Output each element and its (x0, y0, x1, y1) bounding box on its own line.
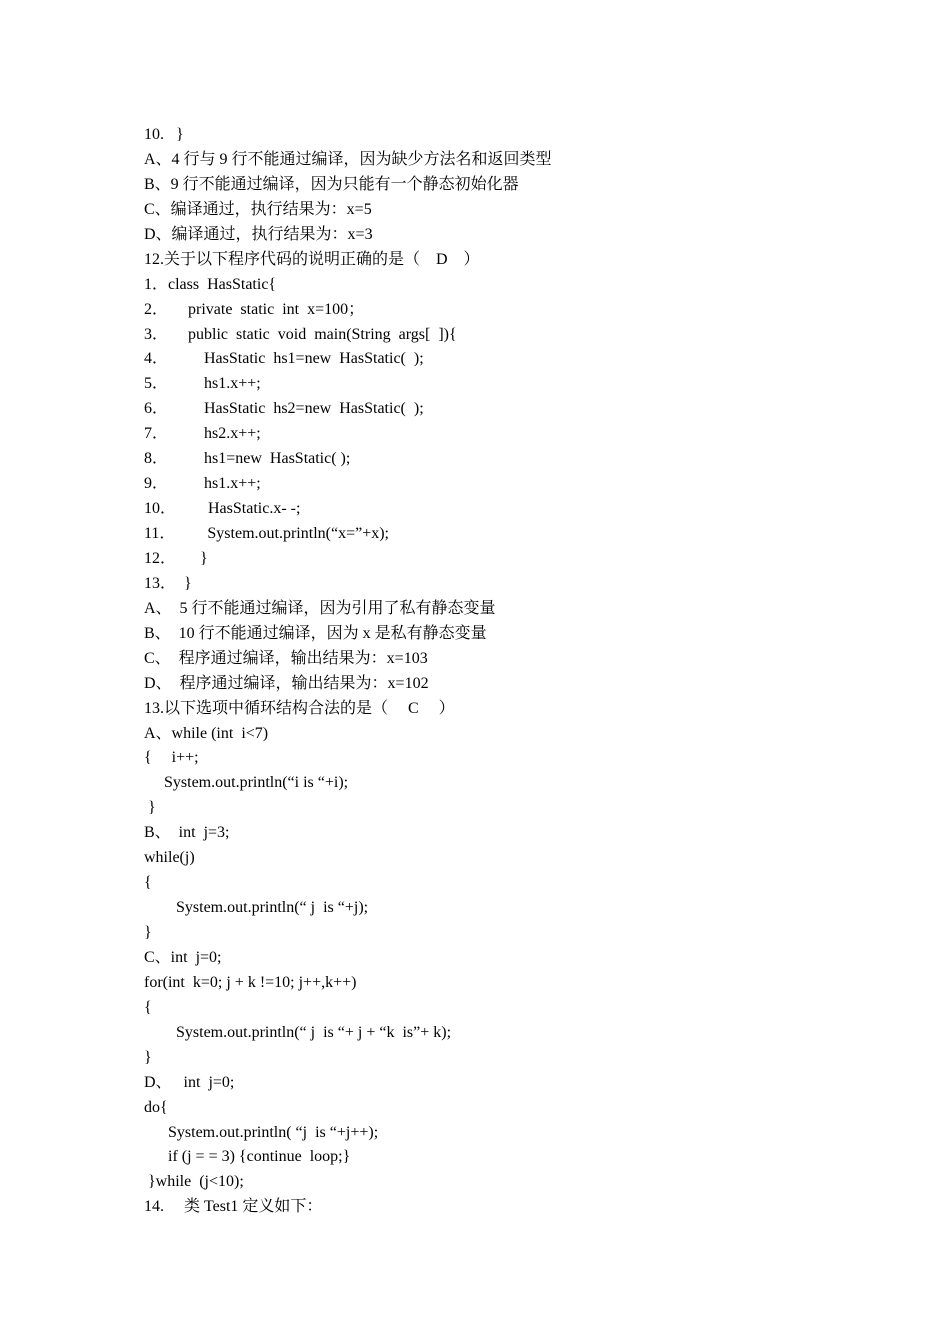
text-line: B、9 行不能通过编译，因为只能有一个静态初始化器 (144, 175, 519, 193)
question-13-title: 13.以下选项中循环结构合法的是（ C ） (144, 699, 455, 717)
code-line: } (144, 1048, 152, 1066)
question-14-title: 14. 类 Test1 定义如下： (144, 1198, 323, 1216)
code-line: System.out.println(“i is “+i); (144, 774, 349, 792)
code-line: System.out.println( “j is “+j++); (144, 1123, 379, 1141)
code-line: 13． } (144, 574, 192, 592)
code-line: System.out.println(“ j is “+j); (144, 899, 369, 917)
code-line: while(j) (144, 849, 195, 867)
code-line: D、 int j=0; (144, 1073, 235, 1091)
code-line: 5． hs1.x++; (144, 375, 261, 393)
code-line: 1．class HasStatic{ (144, 275, 277, 293)
code-line: }while (j<10); (144, 1173, 244, 1191)
code-line: if (j = = 3) {continue loop;} (144, 1148, 351, 1166)
code-line: A、while (int i<7) (144, 724, 269, 742)
document-text (144, 123, 844, 1220)
code-line: 10． HasStatic.x- -; (144, 500, 301, 518)
code-line: 12． } (144, 549, 208, 567)
code-line: 8． hs1=new HasStatic( ); (144, 450, 351, 468)
code-line: } (144, 799, 156, 817)
code-line: 6． HasStatic hs2=new HasStatic( ); (144, 400, 424, 418)
code-line: C、int j=0; (144, 948, 222, 966)
text-line: C、编译通过，执行结果为：x=5 (144, 200, 372, 218)
code-line: B、 int j=3; (144, 824, 230, 842)
code-line: System.out.println(“ j is “+ j + “k is”+ k); (144, 1023, 452, 1041)
code-line: } (144, 924, 152, 941)
answer-option: C、 程序通过编译，输出结果为：x=103 (144, 649, 428, 667)
answer-option: D、 程序通过编译，输出结果为：x=102 (144, 674, 429, 692)
code-line: 9． hs1.x++; (144, 475, 261, 493)
answer-option: A、 5 行不能通过编译，因为引用了私有静态变量 (144, 599, 496, 617)
code-line: 7． hs2.x++; (144, 425, 261, 443)
code-line: { i++; (144, 749, 199, 767)
code-line: for(int k=0; j + k !=10; j++,k++) (144, 973, 357, 991)
text-line: A、4 行与 9 行不能通过编译，因为缺少方法名和返回类型 (144, 150, 552, 168)
answer-option: B、 10 行不能通过编译，因为 x 是私有静态变量 (144, 624, 487, 642)
code-line: 2． private static int x=100； (144, 300, 365, 318)
code-line: 3． public static void main(String args[ ]){ (144, 325, 457, 343)
text-line: D、编译通过，执行结果为：x=3 (144, 225, 373, 243)
code-line: 4． HasStatic hs1=new HasStatic( ); (144, 350, 424, 368)
text-line: 10. } (144, 126, 184, 143)
code-line: { (144, 874, 152, 892)
question-12-title: 12.关于以下程序代码的说明正确的是（ D ） (144, 250, 480, 268)
code-line: { (144, 998, 152, 1016)
code-line: 11． System.out.println(“x=”+x); (144, 525, 389, 542)
code-line: do{ (144, 1098, 168, 1116)
